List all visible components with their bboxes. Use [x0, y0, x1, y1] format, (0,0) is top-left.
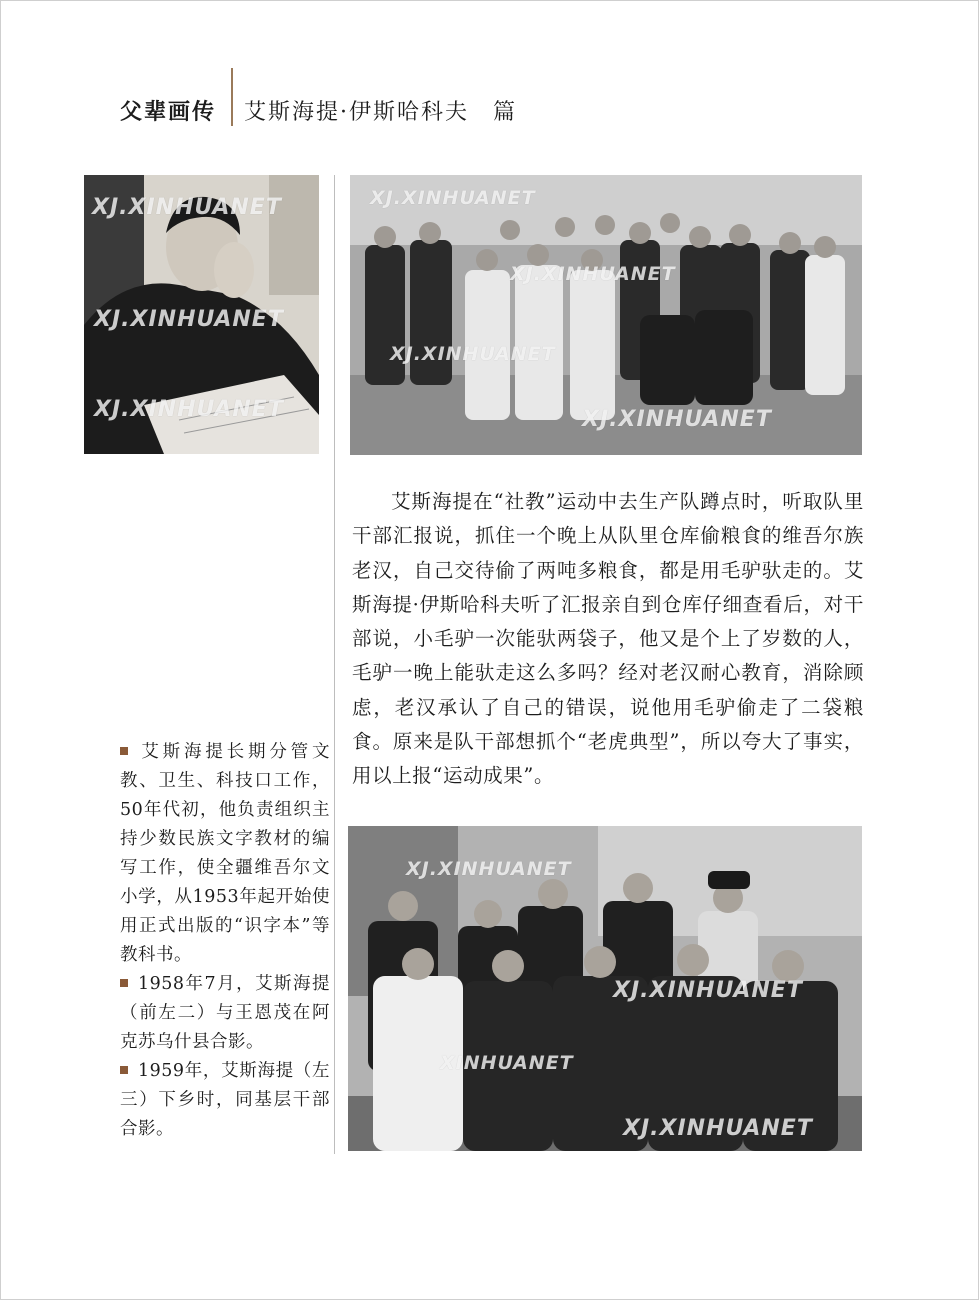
column-divider — [334, 175, 335, 1154]
watermark-text: XJ.XINHUANET — [623, 1116, 813, 1141]
watermark-text: XJ.XINHUANET — [92, 195, 282, 220]
watermark-text: XJ.XINHUANET — [370, 187, 536, 209]
portrait-photo — [84, 175, 319, 454]
square-bullet-icon — [120, 979, 128, 987]
watermark-text: XJ.XINHUANET — [613, 978, 803, 1003]
header-divider — [231, 68, 233, 126]
watermark-text: XJ.XINHUANET — [510, 263, 676, 285]
watermark-text: XJ.XINHUANET — [94, 307, 284, 332]
caption-item: 1959年，艾斯海提（左三）下乡时，同基层干部合影。 — [120, 1061, 330, 1139]
watermark-text: XJ.XINHUANET — [406, 858, 572, 880]
group-photo-1 — [350, 175, 862, 455]
group-photo-2 — [348, 826, 862, 1151]
caption-item: 1958年7月，艾斯海提（前左二）与王恩茂在阿克苏乌什县合影。 — [120, 974, 330, 1052]
photo-captions — [120, 738, 330, 1144]
body-paragraph: 艾斯海提在“社教”运动中去生产队蹲点时，听取队里干部汇报说，抓住一个晚上从队里仓库偷粮食的维吾尔族老汉，自己交待偷了两吨多粮食，都是用毛驴驮走的。艾斯海提·伊斯哈科夫听了汇报亲自到仓库仔细查看后，对干部说，小毛驴一次能驮两袋子，他又是个上了岁数的人，毛驴一晚上能驮走这么多吗？经对老汉耐心教育，消除顾虑，老汉承认了自己的错误，说他用毛驴偷走了二袋粮食。原来是队干部想抓个“老虎典型”，所以夸大了事实，用以上报“运动成果”。 — [352, 490, 864, 788]
square-bullet-icon — [120, 747, 128, 755]
watermark-text: XJ.XINHUANET — [390, 343, 556, 365]
caption-item: 艾斯海提长期分管文教、卫生、科技口工作，50年代初，他负责组织主持少数民族文字教材的编写工作，使全疆维吾尔文小学，从1953年起开始使用正式出版的“识字本”等教科书。 — [120, 742, 330, 965]
watermark-text: XJ.XINHUANET — [582, 407, 772, 432]
chapter-title: 艾斯海提·伊斯哈科夫 篇 — [244, 100, 517, 125]
series-title: 父辈画传 — [120, 100, 217, 125]
watermark-text: XINHUANET — [440, 1052, 574, 1074]
watermark-text: XJ.XINHUANET — [94, 397, 284, 422]
square-bullet-icon — [120, 1066, 128, 1074]
